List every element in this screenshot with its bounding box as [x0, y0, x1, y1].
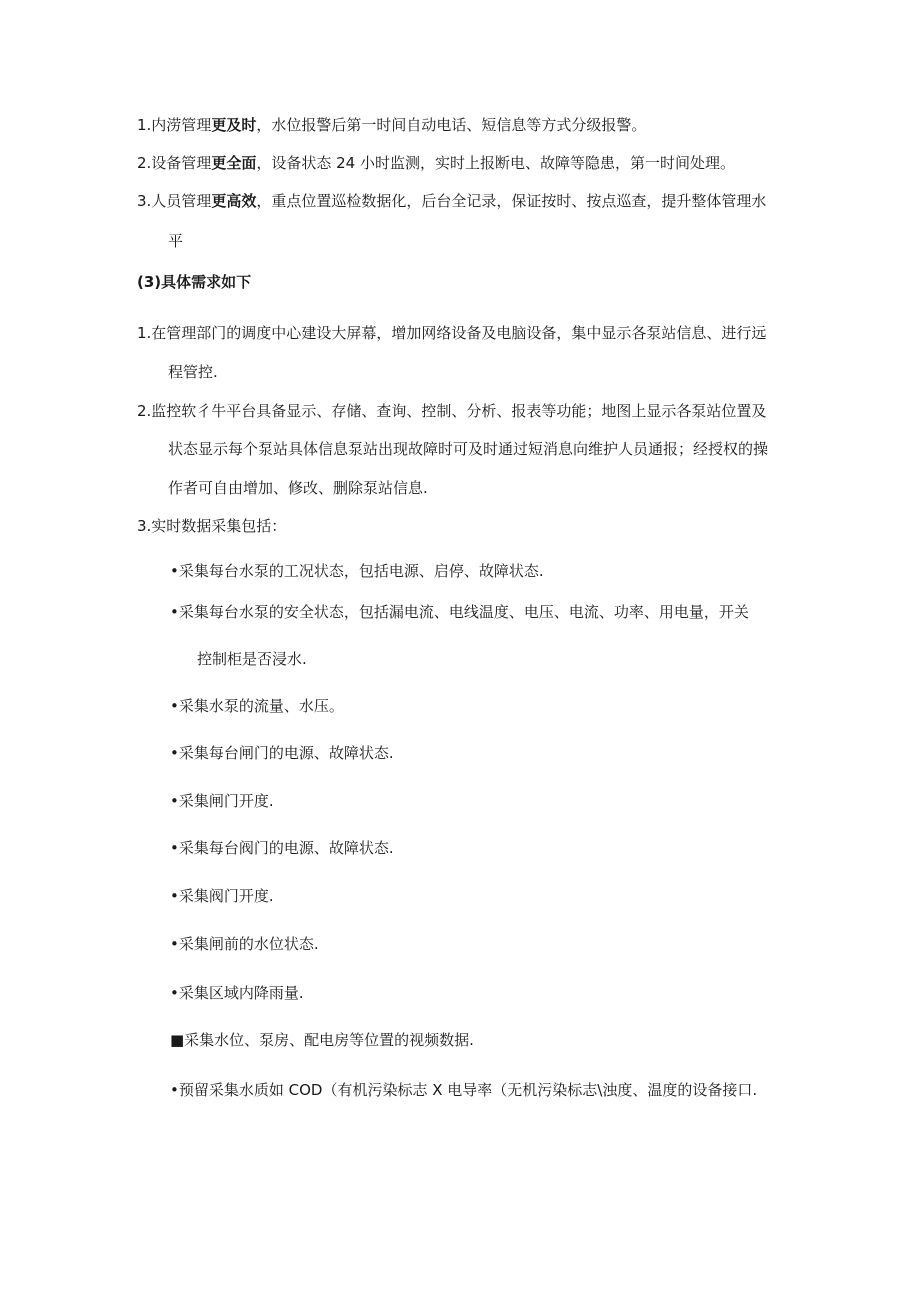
requirement-2-line-1: 2.监控软彳牛平台具备显示、存储、查询、控制、分析、报表等功能；地图上显示各泵站位置及: [137, 402, 767, 420]
bullet-item-continuation: 控制柜是否浸水.: [197, 650, 307, 668]
item-prefix: 3.人员管理: [137, 192, 212, 210]
management-item-1: [137, 115, 646, 135]
item-emphasis: 更高效: [211, 192, 257, 210]
bullet-item: •采集闸前的水位状态.: [170, 935, 319, 953]
bullet-item: •采集每台阀门的电源、故障状态.: [170, 839, 394, 857]
item-prefix: 2.设备管理: [137, 154, 212, 172]
item-emphasis: 更全面: [211, 154, 257, 172]
item-text: ，水位报警后第一时间自动电话、短信息等方式分级报警。: [256, 116, 647, 134]
item-prefix: 1.内涝管理: [137, 116, 212, 134]
bullet-item: •采集每台水泵的工况状态，包括电源、启停、故障状态.: [170, 562, 544, 580]
item-text: ，重点位置巡检数据化，后台全记录，保证按时、按点巡查，提升整体管理水: [256, 192, 767, 210]
bullet-item: •采集水泵的流量、水压。: [170, 697, 344, 715]
item-emphasis: 更及时: [211, 116, 257, 134]
bullet-item: ■采集水位、泵房、配电房等位置的视频数据.: [170, 1031, 474, 1049]
requirement-3-line-1: 3.实时数据采集包括：: [137, 517, 287, 535]
requirement-2-line-2: 状态显示每个泵站具体信息泵站出现故障时可及时通过短消息向维护人员通报；经授权的操: [168, 440, 769, 458]
bullet-item: •采集区域内降雨量.: [170, 984, 304, 1002]
management-item-3-continuation: 平: [168, 232, 184, 250]
bullet-item: •预留采集水质如 COD（有机污染标志 X 电导率（无机污染标志\浊度、温度的设备接口.: [170, 1081, 758, 1099]
bullet-item: •采集闸门开度.: [170, 792, 274, 810]
bullet-item: •采集每台水泵的安全状态，包括漏电流、电线温度、电压、电流、功率、用电量，开关: [170, 603, 749, 621]
requirement-1-line-1: 1.在管理部门的调度中心建设大屏幕，增加网络设备及电脑设备，集中显示各泵站信息、进行远: [137, 324, 767, 342]
requirement-2-line-3: 作者可自由增加、修改、删除泵站信息.: [168, 479, 428, 497]
requirement-1-line-2: 程管控.: [168, 363, 218, 381]
management-item-2: [137, 153, 735, 173]
bullet-item: •采集每台闸门的电源、故障状态.: [170, 744, 394, 762]
item-text: ，设备状态 24 小时监测，实时上报断电、故障等隐患，第一时间处理。: [256, 154, 735, 172]
section-heading: (3)具体需求如下: [137, 273, 252, 291]
bullet-item: •采集阀门开度.: [170, 887, 274, 905]
management-item-3: [137, 191, 766, 211]
